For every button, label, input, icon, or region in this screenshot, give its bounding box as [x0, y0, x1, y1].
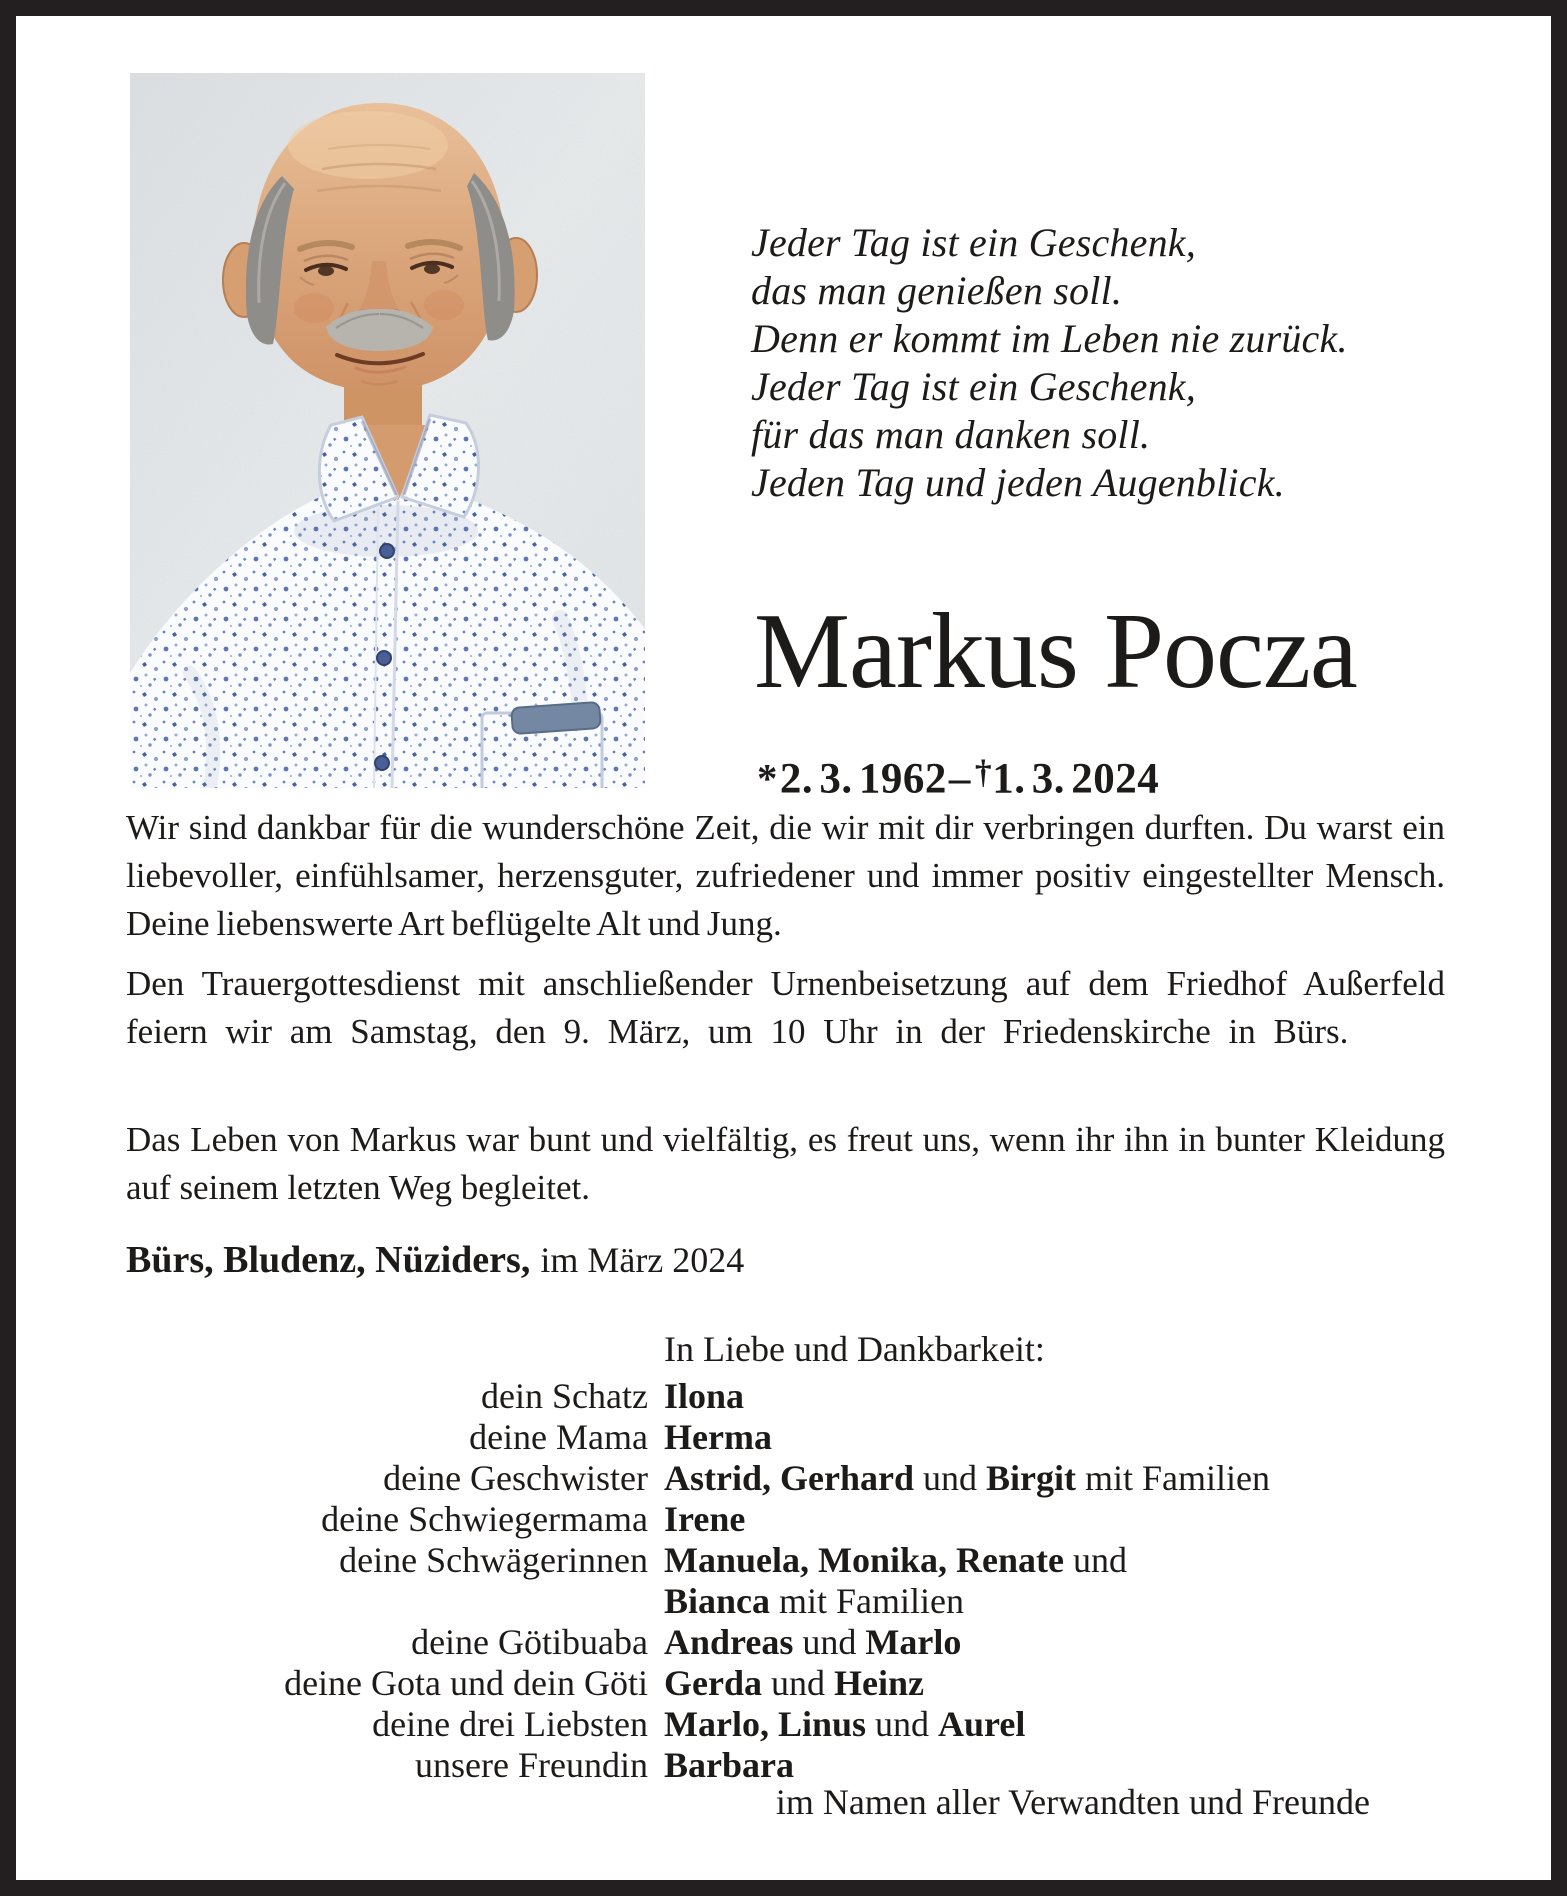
memorial-poem — [751, 219, 1348, 507]
poem-line: Jeder Tag ist ein Geschenk, — [751, 364, 1196, 409]
poem-line: das man genießen soll. — [751, 268, 1123, 313]
relative-names: Andreas und Marlo — [664, 1622, 962, 1662]
obituary-content — [16, 16, 1551, 1880]
month-year: im März 2024 — [540, 1240, 745, 1280]
place-date-line — [126, 1236, 744, 1284]
relative-names: Bianca mit Familien — [664, 1581, 965, 1621]
relation-label: deine Geschwister — [383, 1458, 648, 1498]
relation-label: deine Götibuaba — [411, 1622, 648, 1662]
obituary-paragraph: Den Trauergottesdienst mit anschließender Urnenbeisetzung auf dem Friedhof Außerfeld feiern wir am Samstag, den 9. März, um 10 Uhr in der Friedenskirche in Bürs. — [126, 964, 1445, 1051]
relation-label: deine Gota und dein Göti — [284, 1663, 648, 1703]
birth-symbol-icon: * — [757, 756, 778, 802]
chest-pocket — [482, 702, 602, 788]
obituary-paragraph: Das Leben von Markus war bunt und vielfältig, es freut uns, wenn ihr ihn in bunter Kleidung auf seinem letzten Weg begleitet. — [126, 1120, 1445, 1207]
relation-label: deine Schwiegermama — [321, 1499, 648, 1539]
poem-line: Jeden Tag und jeden Augenblick. — [751, 460, 1285, 505]
relative-names: Astrid, Gerhard und Birgit mit Familien — [664, 1458, 1270, 1498]
obituary-paragraph: Wir sind dankbar für die wunderschöne Zeit, die wir mit dir verbringen durften. Du warst ein liebevoller, einfühlsamer, herzensguter, zufriedener und immer positiv eingestellter Mensch. Deine liebenswerte Art beflügelte Alt und Jung. — [126, 808, 1445, 943]
relative-names: Barbara — [664, 1745, 794, 1785]
relative-names: Marlo, Linus und Aurel — [664, 1704, 1026, 1744]
poem-line: für das man danken soll. — [751, 412, 1151, 457]
relative-names: Irene — [664, 1499, 746, 1539]
relation-label: deine Schwägerinnen — [339, 1540, 648, 1580]
closing-heading: In Liebe und Dankbarkeit: — [664, 1329, 1045, 1369]
relation-label: unsere Freundin — [415, 1745, 648, 1785]
relation-label: deine Mama — [469, 1417, 648, 1457]
birth-date: 2. 3. 1962 — [779, 755, 947, 803]
closing-footer: im Namen aller Verwandten und Freunde — [775, 1782, 1370, 1822]
mourners-table — [126, 1376, 1445, 1786]
death-symbol-icon: † — [974, 754, 993, 791]
relative-names: Manuela, Monika, Renate und — [664, 1540, 1127, 1580]
relative-names: Gerda und Heinz — [664, 1663, 924, 1703]
dates-separator: – — [948, 755, 971, 803]
relation-label — [126, 1581, 648, 1622]
portrait-illustration — [130, 73, 645, 788]
poem-line: Jeder Tag ist ein Geschenk, — [751, 220, 1196, 265]
place-names: Bürs, Bludenz, Nüziders, — [126, 1239, 531, 1281]
life-dates — [757, 751, 1160, 803]
relative-names: Ilona — [664, 1376, 745, 1416]
relation-label: dein Schatz — [481, 1376, 648, 1416]
death-date: 1. 3. 2024 — [992, 755, 1160, 803]
deceased-name: Markus Pocza — [754, 592, 1357, 711]
relation-label: deine drei Liebsten — [372, 1704, 648, 1744]
relative-names: Herma — [664, 1417, 772, 1457]
portrait-photo — [130, 73, 645, 788]
poem-line: Denn er kommt im Leben nie zurück. — [751, 316, 1348, 361]
